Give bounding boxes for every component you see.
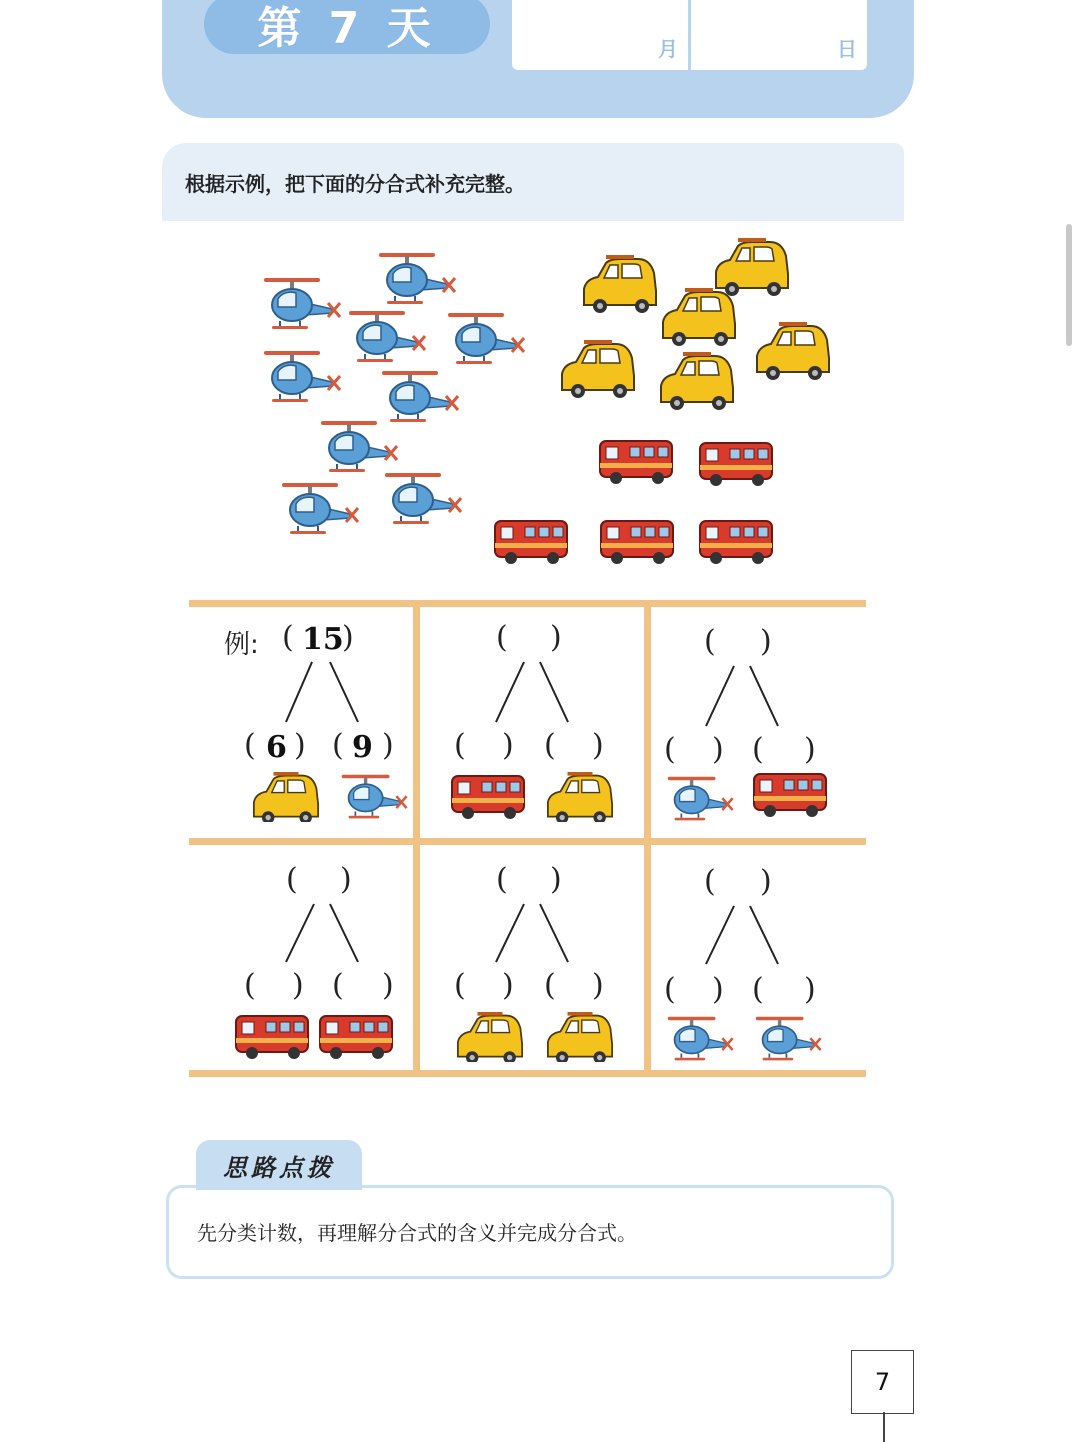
- top-bracket-close: ): [550, 620, 562, 655]
- fill-cell: [196, 850, 410, 1068]
- split-lines: [654, 902, 866, 982]
- bus-icon: [601, 521, 673, 564]
- car-icon: [450, 1012, 530, 1062]
- helicopter-icon: [666, 774, 736, 824]
- fill-cell: [424, 850, 640, 1068]
- helicopter-icon: [385, 473, 461, 524]
- right-bracket-open: (: [544, 728, 556, 763]
- top-bracket-open: (: [704, 864, 716, 899]
- right-bracket-open: (: [544, 968, 556, 1003]
- bus-icon: [316, 1010, 396, 1060]
- bus-icon: [600, 441, 672, 484]
- helicopter-icon: [382, 371, 458, 422]
- helicopter-icon: [379, 253, 455, 304]
- helicopter-icon: [282, 483, 358, 534]
- grid-line: [189, 838, 866, 845]
- right-bracket-open: (: [332, 728, 344, 763]
- grid-line: [644, 600, 651, 1077]
- right-bracket-close: ): [592, 968, 604, 1003]
- left-bracket-open: (: [244, 968, 256, 1003]
- right-bracket-close: ): [382, 968, 394, 1003]
- top-bracket-close: ): [342, 620, 354, 655]
- split-lines: [654, 662, 866, 742]
- helicopter-icon: [666, 1014, 736, 1064]
- helicopter-icon: [349, 311, 425, 362]
- fill-cell: [654, 850, 866, 1068]
- helicopter-icon: [754, 1014, 824, 1064]
- day-field[interactable]: [691, 0, 867, 70]
- bus-icon: [448, 770, 528, 820]
- left-bracket-close: ): [502, 728, 514, 763]
- left-bracket-close: ): [294, 728, 306, 763]
- split-lines: [424, 658, 640, 738]
- month-unit: 月: [658, 37, 678, 61]
- part-left-value[interactable]: 6: [266, 730, 287, 765]
- left-bracket-close: ): [502, 968, 514, 1003]
- tips-text: 先分类计数，再理解分合式的含义并完成分合式。: [197, 1221, 637, 1245]
- top-bracket-open: (: [496, 620, 508, 655]
- left-bracket-open: (: [454, 728, 466, 763]
- right-bracket-close: ): [804, 732, 816, 767]
- car-icon: [757, 324, 829, 380]
- bus-icon: [700, 443, 772, 486]
- month-field[interactable]: [512, 0, 688, 70]
- top-bracket-close: ): [340, 862, 352, 897]
- helicopter-icon: [321, 421, 397, 472]
- top-bracket-open: (: [282, 620, 294, 655]
- left-bracket-close: ): [712, 972, 724, 1007]
- bus-icon: [700, 521, 772, 564]
- right-bracket-close: ): [804, 972, 816, 1007]
- left-bracket-open: (: [244, 728, 256, 763]
- example-label: 例:: [224, 630, 259, 660]
- right-bracket-open: (: [752, 732, 764, 767]
- left-bracket-open: (: [664, 972, 676, 1007]
- grid-line: [413, 600, 420, 1077]
- left-bracket-open: (: [454, 968, 466, 1003]
- helicopter-icon: [340, 772, 410, 822]
- page-number-tick: [883, 1412, 885, 1442]
- car-icon: [663, 290, 735, 346]
- bus-icon: [750, 768, 830, 818]
- helicopter-icon: [264, 278, 340, 329]
- top-bracket-close: ): [760, 864, 772, 899]
- left-bracket-close: ): [712, 732, 724, 767]
- day-unit: 日: [837, 37, 857, 61]
- page-number: 7: [851, 1350, 914, 1414]
- instruction-text: 根据示例，把下面的分合式补充完整。: [185, 172, 525, 196]
- bus-icon: [232, 1010, 312, 1060]
- fill-cell: [654, 612, 866, 834]
- car-icon: [584, 257, 656, 313]
- scrollbar-thumb[interactable]: [1066, 224, 1072, 346]
- left-bracket-open: (: [664, 732, 676, 767]
- top-bracket-close: ): [550, 862, 562, 897]
- tips-title: 思路点拨: [196, 1140, 362, 1190]
- car-icon: [540, 772, 620, 822]
- right-bracket-close: ): [382, 728, 394, 763]
- left-bracket-close: ): [292, 968, 304, 1003]
- helicopter-icon: [448, 313, 524, 364]
- total-value[interactable]: 15: [302, 622, 344, 657]
- top-bracket-open: (: [496, 862, 508, 897]
- car-icon: [562, 342, 634, 398]
- right-bracket-open: (: [332, 968, 344, 1003]
- grid-line: [189, 600, 866, 607]
- car-icon: [716, 240, 788, 296]
- car-icon: [246, 772, 326, 822]
- right-bracket-open: (: [752, 972, 764, 1007]
- grid-line: [189, 1070, 866, 1077]
- split-lines: [196, 658, 410, 738]
- fill-cell: [424, 612, 640, 834]
- helicopter-icon: [264, 351, 340, 402]
- car-icon: [661, 354, 733, 410]
- day-title: 第 7 天: [204, 0, 490, 54]
- bus-icon: [495, 521, 567, 564]
- right-bracket-close: ): [592, 728, 604, 763]
- car-icon: [540, 1012, 620, 1062]
- top-bracket-open: (: [286, 862, 298, 897]
- part-right-value[interactable]: 9: [352, 730, 373, 765]
- top-bracket-open: (: [704, 624, 716, 659]
- example-cell: [196, 612, 410, 834]
- top-bracket-close: ): [760, 624, 772, 659]
